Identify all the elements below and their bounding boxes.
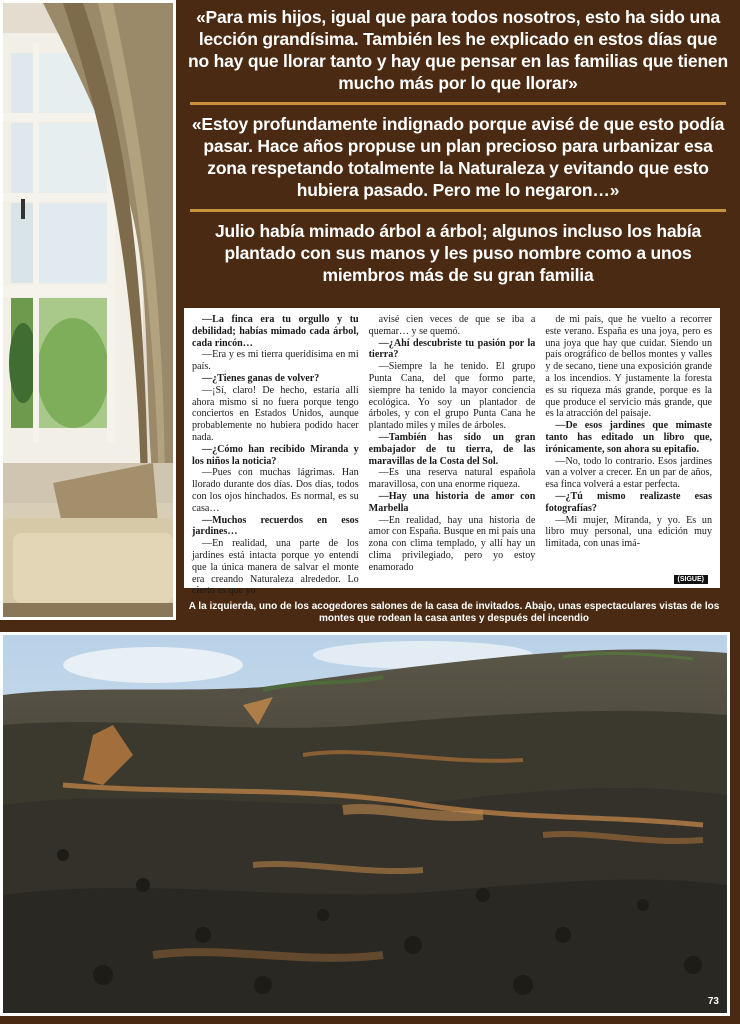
interview-text-box — [184, 308, 720, 597]
interview-answer: —Pues con muchas lágrimas. Han llorado durante dos días. Dos días, todos con los ojos hinchados. Es normal, es su casa… — [192, 467, 359, 514]
interview-answer: —Era y es mi tierra queridísima en mi país. — [192, 349, 359, 373]
interview-answer: —Mi mujer, Miranda, y yo. Es un libro muy personal, una edición muy limitada, con unas imá- — [545, 514, 713, 550]
living-room-illustration — [3, 3, 173, 617]
interview-answer: de mi país, que he vuelto a recorrer este verano. España es una joya, pero es una joya que hay que cuidar. Siendo un país orográfico de bellos montes y valles y de secano, tiene una exposición grande a los incendios. Y justamente la foresta es su riqueza más grande, porque es la que produce el servicio más grande, que es la atracción del paisaje. — [545, 314, 713, 420]
interview-answer: avisé cien veces de que se iba a quemar… y se quemó. — [368, 314, 536, 337]
burned-hills-photo — [0, 632, 730, 1016]
page-number: 73 — [707, 996, 719, 1007]
pull-quote-3: Julio había mimado árbol a árbol; algunos incluso los había plantado con sus manos y les puso nombre como a unos miembros más de su gran familia — [214, 221, 702, 285]
quote-divider — [190, 209, 726, 212]
living-room-photo — [0, 0, 176, 620]
interview-answer: —Es una reserva natural española maravillosa, con una enorme riqueza. — [368, 467, 536, 491]
interview-question: —¿Ahí descubriste tu pasión por la tierra? — [368, 337, 536, 361]
quote-divider — [190, 102, 726, 105]
photo-caption: A la izquierda, uno de los acogedores salones de la casa de invitados. Abajo, unas espectaculares vistas de los montes que rodean la casa antes y después del incendio — [188, 601, 720, 624]
interview-answer: —No, todo lo contrario. Esos jardines van a volver a crecer. En un par de años, esa finca volverá a estar perfecta. — [545, 455, 713, 491]
interview-answer: —En realidad, hay una historia de amor con España. Busque en mi país una zona con clima templado, y allí hay un clima privilegiado, pero yo estoy enamorado — [368, 514, 536, 573]
interview-question: —También has sido un gran embajador de tu tierra, de las maravillas de la Costa del Sol. — [368, 431, 536, 467]
interview-question: —¿Tienes ganas de volver? — [202, 372, 320, 384]
interview-answer: —¡Sí, claro! De hecho, estaría allí ahora mismo si no fuera porque tengo conciertos en Estados Unidos, aunque probablemente no hubiera podido hacer nada. — [192, 384, 359, 443]
article-column-3 — [545, 314, 712, 584]
continued-label: (SIGUE) — [674, 575, 708, 584]
interview-question: —Muchos recuerdos en esos jardines… — [192, 514, 359, 538]
interview-question: —Hay una historia de amor con Marbella — [368, 490, 536, 514]
interview-question: —La finca era tu orgullo y tu debilidad; habías mimado cada árbol, cada rincón… — [192, 314, 359, 349]
interview-answer: —En realidad, una parte de los jardines está intacta porque yo entendí que la única manera de salvar el monte era creando Naturaleza alrededor. Lo cierto es que yo — [192, 538, 359, 597]
pull-quote-1: «Para mis hijos, igual que para todos nosotros, esto ha sido una lección grandísima. También les he explicado en estos días que no hay que llorar tanto y hay que pensar en las familias que tienen mucho más por lo que llorar» — [188, 7, 728, 93]
article-column-2 — [369, 314, 536, 584]
interview-question: —De esos jardines que mimaste tanto has editado un libro que, irónicamente, son ahora su epitafio. — [545, 420, 713, 455]
article-column-1 — [192, 314, 359, 597]
interview-question: —¿Cómo han recibido Miranda y los niños la noticia? — [192, 443, 359, 467]
pull-quotes — [184, 0, 732, 286]
burned-hills-illustration — [3, 635, 727, 1013]
interview-question: —¿Tú mismo realizaste esas fotografías? — [545, 490, 713, 514]
interview-answer: —Siempre la he tenido. El grupo Punta Cana, del que formo parte, siempre ha tenido la mayor conciencia ecológica. Yo soy un plantador de árboles, y con el grupo Punta Cana he plantado miles y miles de árboles. — [368, 361, 536, 432]
pull-quote-2: «Estoy profundamente indignado porque avisé de que esto podía pasar. Hace años propuse un plan precioso para urbanizar esa zona respetando totalmente la Naturaleza y evitando que esto hubiera pasado. Pero me lo negaron…» — [191, 114, 725, 200]
